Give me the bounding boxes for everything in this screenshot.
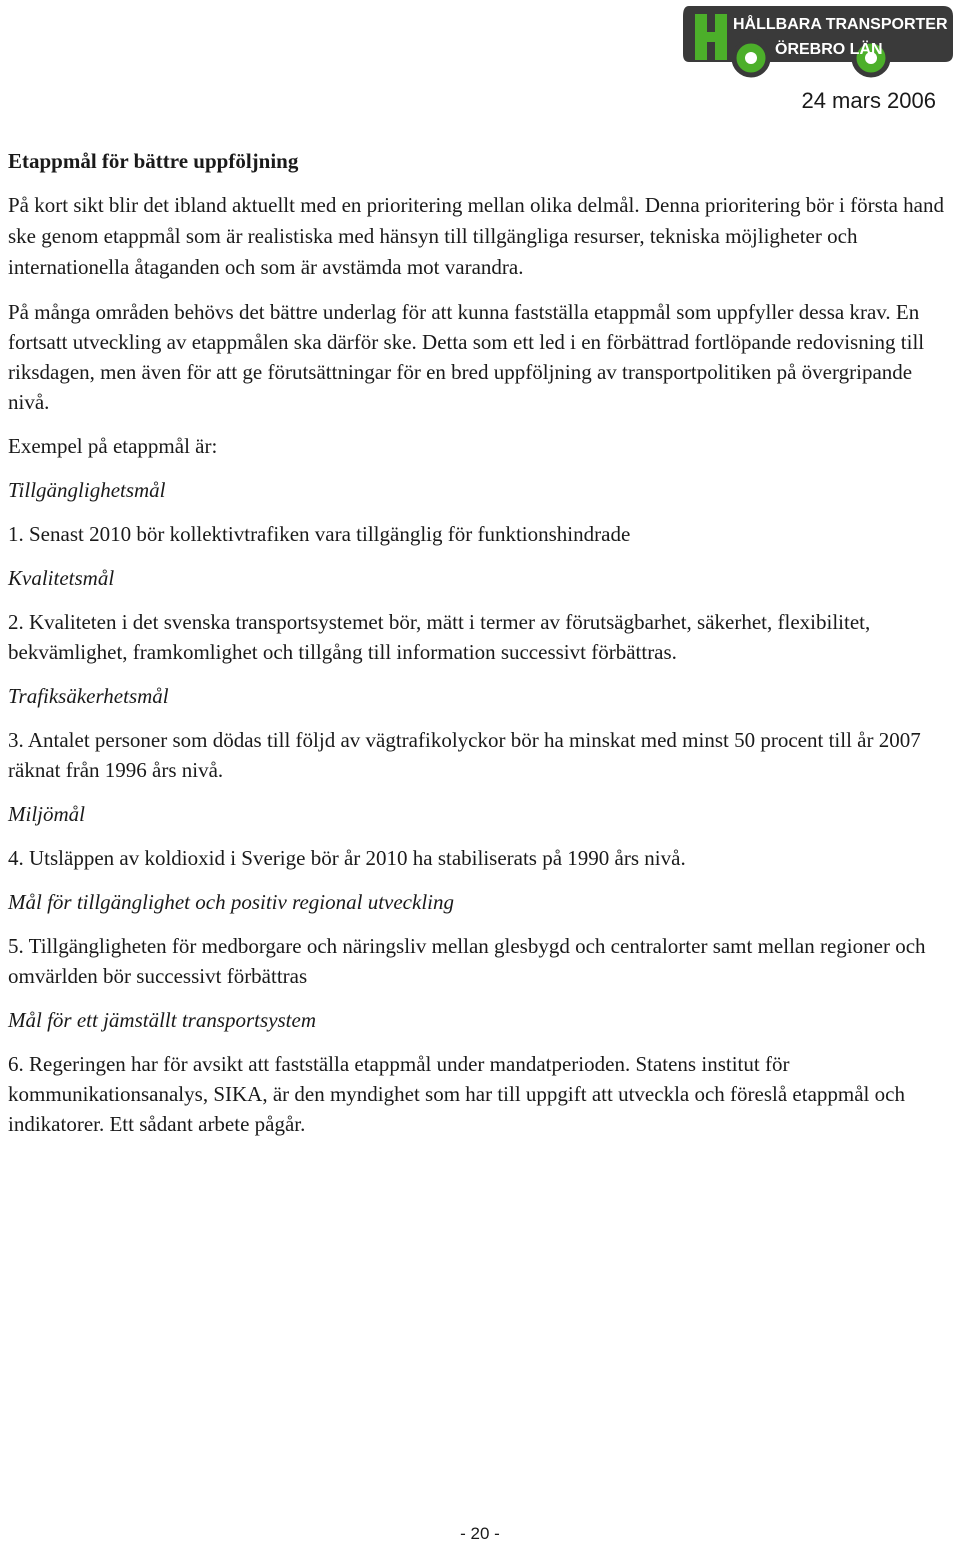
subheading-kvalitet: Kvalitetsmål [8,566,115,590]
goal-3: 3. Antalet personer som dödas till följd av vägtrafikolyckor bör ha minskat med minst 50 procent till år 2007 räknat från 1996 års nivå. [8,728,921,782]
page-number: - 20 - [460,1524,500,1543]
section-heading: Etappmål för bättre uppföljning [8,149,299,173]
subheading-jamstallt: Mål för ett jämställt transportsystem [8,1008,317,1032]
logo-top-text: HÅLLBARA TRANSPORTER [733,16,948,33]
goal-6: 6. Regeringen har för avsikt att fastställa etappmål under mandatperioden. Statens institut för kommunikationsanalys, SIKA, är den myndighet som har till uppgift att utveckla och föreslå etappmål och indikatorer. Ett sådant arbete pågår. [8,1052,905,1136]
logo-bottom-text: ÖREBRO LÄN [775,41,883,58]
goal-1: 1. Senast 2010 bör kollektivtrafiken vara tillgänglig för funktionshindrade [8,522,631,546]
subheading-trafiksakerhet: Trafiksäkerhetsmål [8,684,169,708]
document-body [8,146,958,1153]
goal-5: 5. Tillgängligheten för medborgare och näringsliv mellan glesbygd och centralorter samt mellan regioner och omvärlden bör successivt förbättras [8,934,926,988]
document-date: 24 mars 2006 [801,88,936,113]
subheading-tillganglighet: Tillgänglighetsmål [8,478,166,502]
subheading-regional: Mål för tillgänglighet och positiv regional utveckling [8,890,454,914]
paragraph-3: Exempel på etappmål är: [8,434,218,458]
subheading-miljo: Miljömål [8,802,85,826]
paragraph-2: På många områden behövs det bättre underlag för att kunna fastställa etappmål som uppfyller dessa krav. En fortsatt utveckling av etappmålen ska därför ske. Detta som ett led i en förbättrad fortlöpande redovisning till riksdagen, men även för att ge förutsättningar för en bred uppföljning av transportpolitiken på övergripande nivå. [8,300,925,414]
goal-2: 2. Kvaliteten i det svenska transportsystemet bör, mätt i termer av förutsägbarhet, säkerhet, flexibilitet, bekvämlighet, framkomlighet och tillgång till information successivt förbättras. [8,610,871,664]
goal-4: 4. Utsläppen av koldioxid i Sverige bör år 2010 ha stabiliserats på 1990 års nivå. [8,846,686,870]
hallbara-transporter-logo [681,2,958,80]
paragraph-1: På kort sikt blir det ibland aktuellt med en prioritering mellan olika delmål. Denna prioritering bör i första hand ske genom etappmål som är realistiska med hänsyn till tillgängliga resurser, tekniska möjligheter och internationella åtaganden och som är avstämda mot varandra. [8,193,945,279]
